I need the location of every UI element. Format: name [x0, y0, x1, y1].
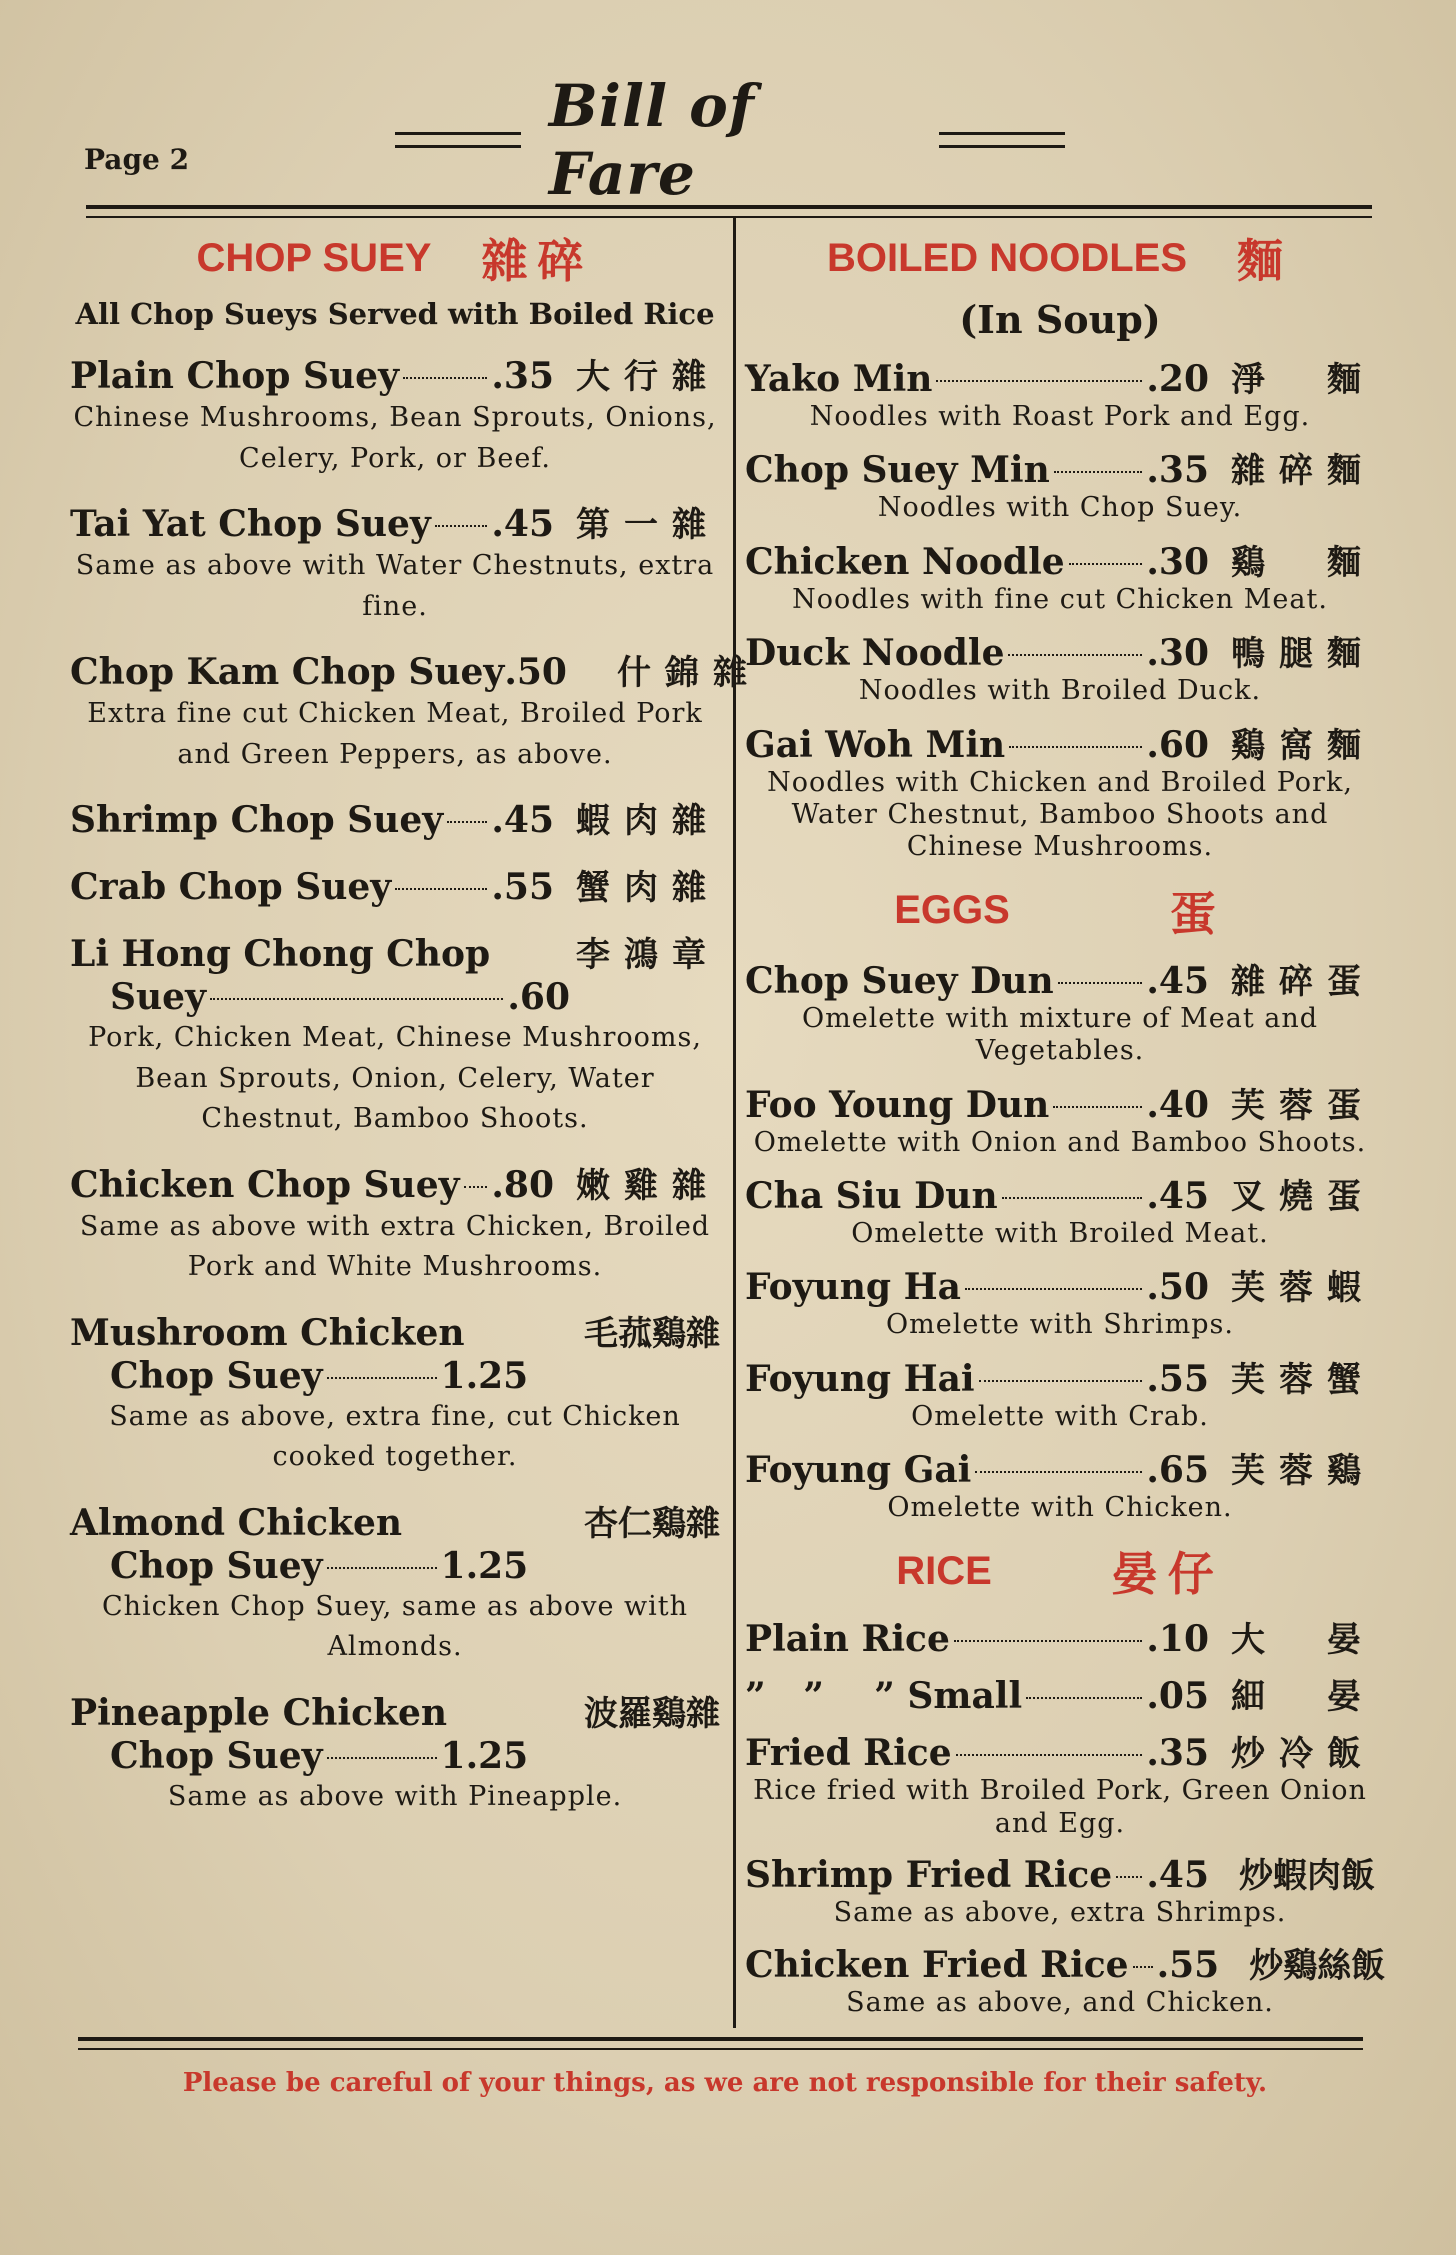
item-description: Omelette with Crab. — [911, 1400, 1209, 1432]
item-price: .35 — [1146, 1732, 1209, 1775]
page-title: Bill of Fare — [548, 72, 755, 208]
item-name-cont: Chop Suey — [110, 1544, 323, 1587]
item-price: .35 — [491, 355, 554, 397]
menu-item — [745, 1848, 1375, 1929]
section-title-chinese: 晏仔 — [1111, 1548, 1224, 1601]
item-price: .45 — [491, 503, 554, 545]
item-chinese-name: 毛菰鷄雜 — [584, 1313, 720, 1354]
section-header-rice — [745, 1538, 1375, 1604]
item-name: Gai Woh Min — [745, 723, 1006, 766]
item-price: .40 — [1146, 1083, 1209, 1126]
item-price: .50 — [1146, 1266, 1209, 1309]
item-description: Pork, Chicken Meat, Chinese Mushrooms, Bean Sprouts, Onion, Celery, Water Chestnut, Bamboo Shoots. — [88, 1022, 702, 1134]
item-name: Plain Rice — [745, 1618, 950, 1661]
item-description: Noodles with Broiled Duck. — [858, 675, 1262, 707]
item-name: Foyung Ha — [745, 1266, 961, 1309]
item-description: Noodles with Roast Pork and Egg. — [809, 401, 1311, 432]
item-name-cont: Chop Suey — [110, 1354, 323, 1397]
item-chinese-name: 大 晏 — [1231, 1620, 1375, 1661]
item-description: Same as above, and Chicken. — [846, 1986, 1274, 2018]
section-header-noodles — [745, 225, 1375, 291]
menu-item — [745, 1352, 1375, 1433]
item-name: Foo Young Dun — [745, 1083, 1050, 1126]
section-title-chinese: 雜碎 — [481, 235, 594, 287]
menu-item — [70, 1496, 720, 1668]
item-description: Chinese Mushrooms, Bean Sprouts, Onions, Celery, Pork, or Beef. — [73, 402, 717, 474]
section-title: BOILED NOODLES — [826, 235, 1188, 280]
item-price: .45 — [1146, 959, 1209, 1002]
item-price: .10 — [1146, 1618, 1209, 1661]
item-price: .30 — [1146, 540, 1209, 583]
menu-item — [70, 497, 720, 627]
item-name: ” ” ” Small — [745, 1675, 1023, 1718]
menu-item — [70, 349, 720, 479]
item-price: 1.25 — [440, 1354, 529, 1397]
item-price: .05 — [1146, 1675, 1209, 1718]
item-chinese-name: 大行雜 — [576, 357, 720, 397]
menu-item — [70, 1306, 720, 1478]
item-chinese-name: 叉燒蛋 — [1231, 1176, 1375, 1217]
item-name: Duck Noodle — [745, 632, 1005, 675]
item-price: .65 — [1146, 1449, 1209, 1492]
item-price: .60 — [507, 976, 570, 1018]
item-name: Foyung Hai — [745, 1357, 975, 1400]
bottom-rule — [78, 2037, 1363, 2050]
item-name: Chicken Noodle — [745, 540, 1065, 583]
menu-item — [70, 645, 761, 775]
item-chinese-name: 李鴻章 — [576, 935, 720, 975]
title-rule-left — [395, 132, 521, 148]
item-name: Pineapple Chicken — [70, 1691, 448, 1734]
item-price: .30 — [1146, 632, 1209, 675]
item-name: Plain Chop Suey — [70, 355, 399, 397]
item-description: Omelette with Shrimps. — [886, 1309, 1234, 1341]
item-name: Crab Chop Suey — [70, 866, 392, 908]
menu-item — [745, 718, 1375, 864]
menu-item — [745, 443, 1375, 524]
section-subtitle: All Chop Sueys Served with Boiled Rice — [75, 297, 715, 331]
item-name: Chicken Chop Suey — [70, 1163, 460, 1206]
item-name: Tai Yat Chop Suey — [70, 503, 431, 545]
item-chinese-name: 鴨腿麵 — [1231, 634, 1375, 675]
item-price: .55 — [491, 866, 554, 908]
item-chinese-name: 蝦肉雜 — [576, 801, 720, 841]
menu-item — [745, 1443, 1375, 1524]
menu-item — [745, 954, 1375, 1068]
item-name: Almond Chicken — [70, 1501, 403, 1544]
item-description: Omelette with Broiled Meat. — [851, 1217, 1269, 1249]
item-chinese-name: 炒冷飯 — [1231, 1734, 1375, 1775]
menu-item — [70, 793, 720, 842]
item-chinese-name: 細 晏 — [1231, 1677, 1375, 1718]
item-price: .55 — [1156, 1943, 1220, 1986]
item-name: Chicken Fried Rice — [745, 1943, 1129, 1986]
menu-item — [70, 1158, 720, 1288]
menu-item — [745, 1669, 1375, 1718]
menu-item — [745, 1078, 1375, 1159]
item-chinese-name: 芙蓉蛋 — [1231, 1085, 1375, 1126]
menu-item — [745, 626, 1375, 707]
item-name-cont: Chop Suey — [110, 1734, 323, 1777]
menu-item — [70, 1686, 720, 1818]
item-price: .45 — [491, 799, 554, 841]
item-chinese-name: 雜碎蛋 — [1231, 961, 1375, 1002]
item-chinese-name: 雜碎麵 — [1231, 451, 1375, 492]
right-column — [745, 225, 1386, 2019]
item-chinese-name: 第一雜 — [576, 505, 720, 545]
item-chinese-name: 鷄窩麵 — [1231, 725, 1375, 766]
item-price: 1.25 — [440, 1544, 529, 1587]
item-name: Fried Rice — [745, 1732, 952, 1775]
menu-item — [70, 860, 720, 909]
item-chinese-name: 芙蓉蝦 — [1231, 1268, 1375, 1309]
page-number: Page 2 — [84, 143, 190, 176]
item-price: .80 — [491, 1163, 554, 1206]
top-rule — [86, 205, 1372, 218]
item-price: .35 — [1146, 449, 1209, 492]
item-price: .45 — [1146, 1174, 1209, 1217]
item-description: Same as above, extra Shrimps. — [833, 1897, 1287, 1929]
item-price: .20 — [1146, 358, 1209, 400]
item-chinese-name: 什錦雜 — [616, 653, 761, 693]
title-bar — [395, 72, 1065, 208]
item-chinese-name: 嫩雞雜 — [576, 1165, 720, 1206]
section-title-chinese: 蛋 — [1169, 887, 1226, 940]
section-title-chinese: 麵 — [1237, 235, 1294, 287]
item-name: Chop Suey Dun — [745, 959, 1054, 1002]
item-price: .45 — [1146, 1854, 1209, 1897]
item-description: Noodles with Chop Suey. — [877, 492, 1243, 524]
section-title: CHOP SUEY — [196, 235, 432, 280]
item-description: Same as above with Pineapple. — [167, 1780, 623, 1812]
item-name: Chop Kam Chop Suey — [70, 651, 505, 693]
item-chinese-name: 淨 麵 — [1231, 360, 1375, 400]
item-description: Noodles with fine cut Chicken Meat. — [792, 583, 1328, 615]
chop-suey-column — [70, 225, 761, 1817]
menu-item — [745, 1612, 1375, 1661]
item-chinese-name: 杏仁鷄雜 — [584, 1503, 720, 1544]
section-subtitle: (In Soup) — [959, 297, 1161, 342]
item-chinese-name: 鷄 麵 — [1231, 542, 1375, 583]
item-name: Shrimp Fried Rice — [745, 1854, 1113, 1897]
menu-item — [70, 927, 720, 1140]
title-rule-right — [939, 132, 1065, 148]
item-price: 1.25 — [440, 1734, 529, 1777]
section-title: RICE — [896, 1548, 992, 1593]
menu-item — [745, 1260, 1375, 1341]
section-title: EGGS — [894, 888, 1010, 933]
item-description: Omelette with mixture of Meat and Vegetables. — [801, 1002, 1319, 1067]
item-name: Shrimp Chop Suey — [70, 799, 444, 841]
section-header-chop-suey — [70, 225, 720, 291]
item-name: Cha Siu Dun — [745, 1174, 998, 1217]
item-name: Mushroom Chicken — [70, 1311, 465, 1354]
item-chinese-name: 炒蝦肉飯 — [1239, 1856, 1375, 1897]
item-description: Omelette with Onion and Bamboo Shoots. — [753, 1126, 1367, 1158]
item-chinese-name: 炒鷄絲飯 — [1249, 1945, 1386, 1986]
menu-item — [745, 1938, 1386, 2019]
item-description: Same as above, extra fine, cut Chicken cooked together. — [109, 1400, 681, 1472]
item-chinese-name: 波羅鷄雜 — [584, 1693, 720, 1734]
item-price: .55 — [1146, 1357, 1209, 1400]
item-name: Chop Suey Min — [745, 449, 1050, 492]
item-price: .50 — [504, 651, 567, 693]
item-name-cont: Suey — [110, 976, 206, 1018]
section-header-eggs — [745, 878, 1375, 944]
menu-item — [745, 535, 1375, 616]
item-description: Omelette with Chicken. — [887, 1492, 1233, 1524]
item-price: .60 — [1146, 723, 1209, 766]
menu-item — [745, 1726, 1375, 1840]
item-name: Li Hong Chong Chop — [70, 933, 491, 975]
item-chinese-name: 蟹肉雜 — [576, 868, 720, 908]
item-description: Same as above with Water Chestnuts, extra fine. — [75, 550, 715, 622]
item-description: Extra fine cut Chicken Meat, Broiled Pork and Green Peppers, as above. — [87, 698, 703, 770]
item-description: Chicken Chop Suey, same as above with Almonds. — [101, 1590, 689, 1662]
footer-notice: Please be careful of your things, as we are not responsible for their safety. — [182, 2068, 1268, 2098]
item-chinese-name: 芙蓉蟹 — [1231, 1359, 1375, 1400]
item-description: Same as above with extra Chicken, Broiled Pork and White Mushrooms. — [79, 1210, 711, 1282]
item-name: Yako Min — [745, 358, 933, 400]
item-name: Foyung Gai — [745, 1449, 972, 1492]
item-description: Noodles with Chicken and Broiled Pork, Water Chestnut, Bamboo Shoots and Chinese Mushrooms. — [767, 766, 1353, 863]
item-description: Rice fried with Broiled Pork, Green Onion and Egg. — [753, 1775, 1367, 1839]
item-chinese-name: 芙蓉鷄 — [1231, 1451, 1375, 1492]
column-divider — [733, 218, 736, 2028]
menu-item — [745, 352, 1375, 433]
menu-item — [745, 1169, 1375, 1250]
